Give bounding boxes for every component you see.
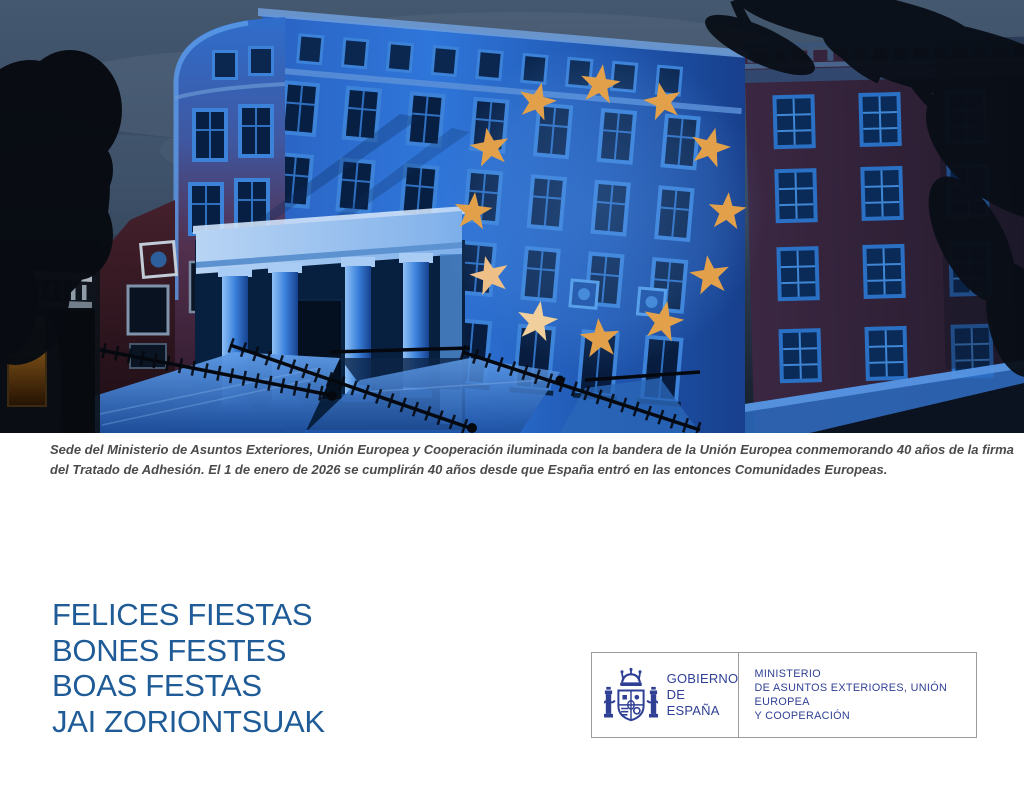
- spain-coat-of-arms-icon: [604, 653, 659, 737]
- ministry-name: [739, 653, 976, 737]
- government-name-line-1: GOBIERNO: [666, 671, 739, 686]
- greeting-line-galician: BOAS FESTAS: [52, 668, 262, 703]
- greeting-line-catalan: BONES FESTES: [52, 632, 287, 668]
- holiday-greetings: [52, 597, 325, 739]
- photo-caption: [50, 440, 1014, 479]
- ministry-name-line-2: DE ASUNTOS EXTERIORES, UNIÓN EUROPEA: [754, 682, 948, 708]
- greeting-line-basque: JAI ZORIONTSUAK: [52, 703, 325, 739]
- caption-line-2: del Tratado de Adhesión. El 1 de enero de 2026 se cumplirán 40 años desde que España entró en las entonces Comunidades Europeas.: [50, 461, 888, 477]
- government-name: [667, 653, 738, 737]
- greeting-line-spanish: FELICES FIESTAS: [52, 597, 313, 632]
- government-logo: [591, 652, 977, 738]
- government-name-line-2: DE ESPAÑA: [666, 687, 720, 718]
- caption-line-1: Sede del Ministerio de Asuntos Exteriores, Unión Europea y Cooperación iluminada con la bandera de la Unión Europea conmemorando 40 años de la firma: [50, 442, 1014, 457]
- ministry-name-line-1: MINISTERIO: [754, 668, 822, 680]
- ministry-name-line-3: Y COOPERACIÓN: [754, 710, 851, 722]
